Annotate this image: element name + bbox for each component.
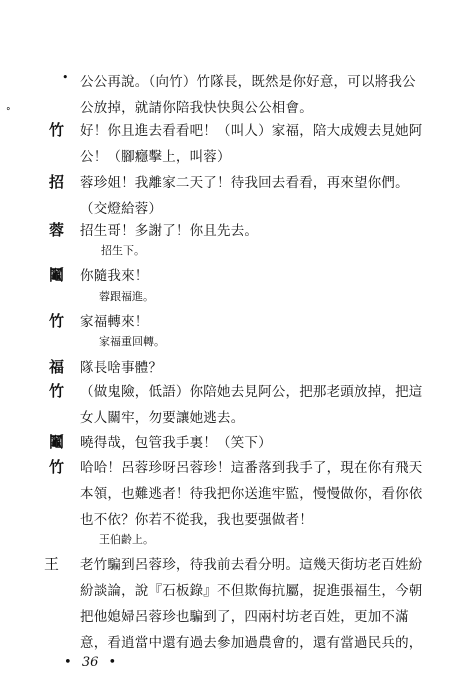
speaker-label: 蓉	[49, 221, 65, 239]
dialogue-line: （交燈給蓉）	[80, 201, 163, 217]
speaker-label: 王	[44, 555, 60, 573]
dialogue-line: 老竹騙到呂蓉珍，待我前去看分明。這幾天街坊老百姓紛	[80, 557, 423, 573]
dialogue-line: 隊長啥事體？	[80, 360, 163, 376]
stage-direction: 蓉跟福進。	[99, 290, 154, 303]
dialogue-line: 也不依？你若不從我，我也要强做者！	[80, 512, 313, 528]
dialogue-line: 意，看逍當中還有過去參加過農會的，還有當過民兵的，	[80, 635, 423, 651]
bullet-mark: •	[64, 655, 72, 670]
speaker-label: 竹	[49, 121, 65, 139]
stage-direction: 家福重回轉。	[99, 335, 165, 348]
dialogue-line: 本領，也難逃者！待我把你送進牢監，慢慢做你，看你依	[80, 486, 423, 502]
dialogue-line: 招生哥！多謝了！你且先去。	[80, 223, 259, 239]
bullet-mark: •	[108, 655, 117, 670]
dialogue-line: 你隨我來！	[80, 268, 149, 284]
page-number	[64, 655, 116, 670]
speaker-label: 福	[49, 358, 65, 376]
dialogue-line: 公！（腳癮擊上，叫蓉）	[80, 149, 231, 165]
speaker-label: 鬮	[49, 433, 65, 451]
speaker-label: 鬮	[49, 266, 65, 284]
bullet-mark: •	[62, 71, 69, 84]
stage-direction: 招生下。	[101, 244, 145, 257]
dialogue-line: 把他媳婦呂蓉珍也騙到了，四兩村坊老百姓，更加不滿	[80, 609, 409, 625]
dialogue-line: 蓉珍姐！我離家二天了！待我回去看看，再來望你們。	[80, 175, 409, 191]
margin-mark: °	[6, 107, 11, 117]
stage-direction: 王伯齡上。	[99, 533, 154, 546]
dialogue-line: （做鬼險，低語）你陪她去見阿公，把那老頭放掉，把這	[80, 384, 423, 400]
page-number-value: 36	[81, 655, 99, 670]
dialogue-line: 好！你且進去看看吧！（叫人）家福，陪大成嫂去見她阿	[80, 123, 423, 139]
speaker-label: 竹	[49, 458, 65, 476]
dialogue-line: 家福轉來！	[80, 314, 149, 330]
dialogue-line: 紛談論，說『石板錄』不但欺侮抗屬，捉進張福生，今朝	[80, 583, 423, 599]
speaker-label: 竹	[49, 382, 65, 400]
dialogue-line: 公放掉，就請你陪我快快與公公相會。	[80, 100, 313, 116]
speaker-label: 竹	[49, 312, 65, 330]
dialogue-line: 哈哈！呂蓉珍呀呂蓉珍！這番落到我手了，現在你有飛天	[80, 460, 423, 476]
speaker-label: 招	[49, 173, 65, 191]
dialogue-line: 公公再說。（向竹）竹隊長，既然是你好意，可以將我公	[80, 74, 416, 90]
dialogue-line: 女人關牢，勿要讓她逃去。	[80, 410, 245, 426]
dialogue-line: 曉得哉，包管我手裏！（笑下）	[80, 435, 272, 451]
